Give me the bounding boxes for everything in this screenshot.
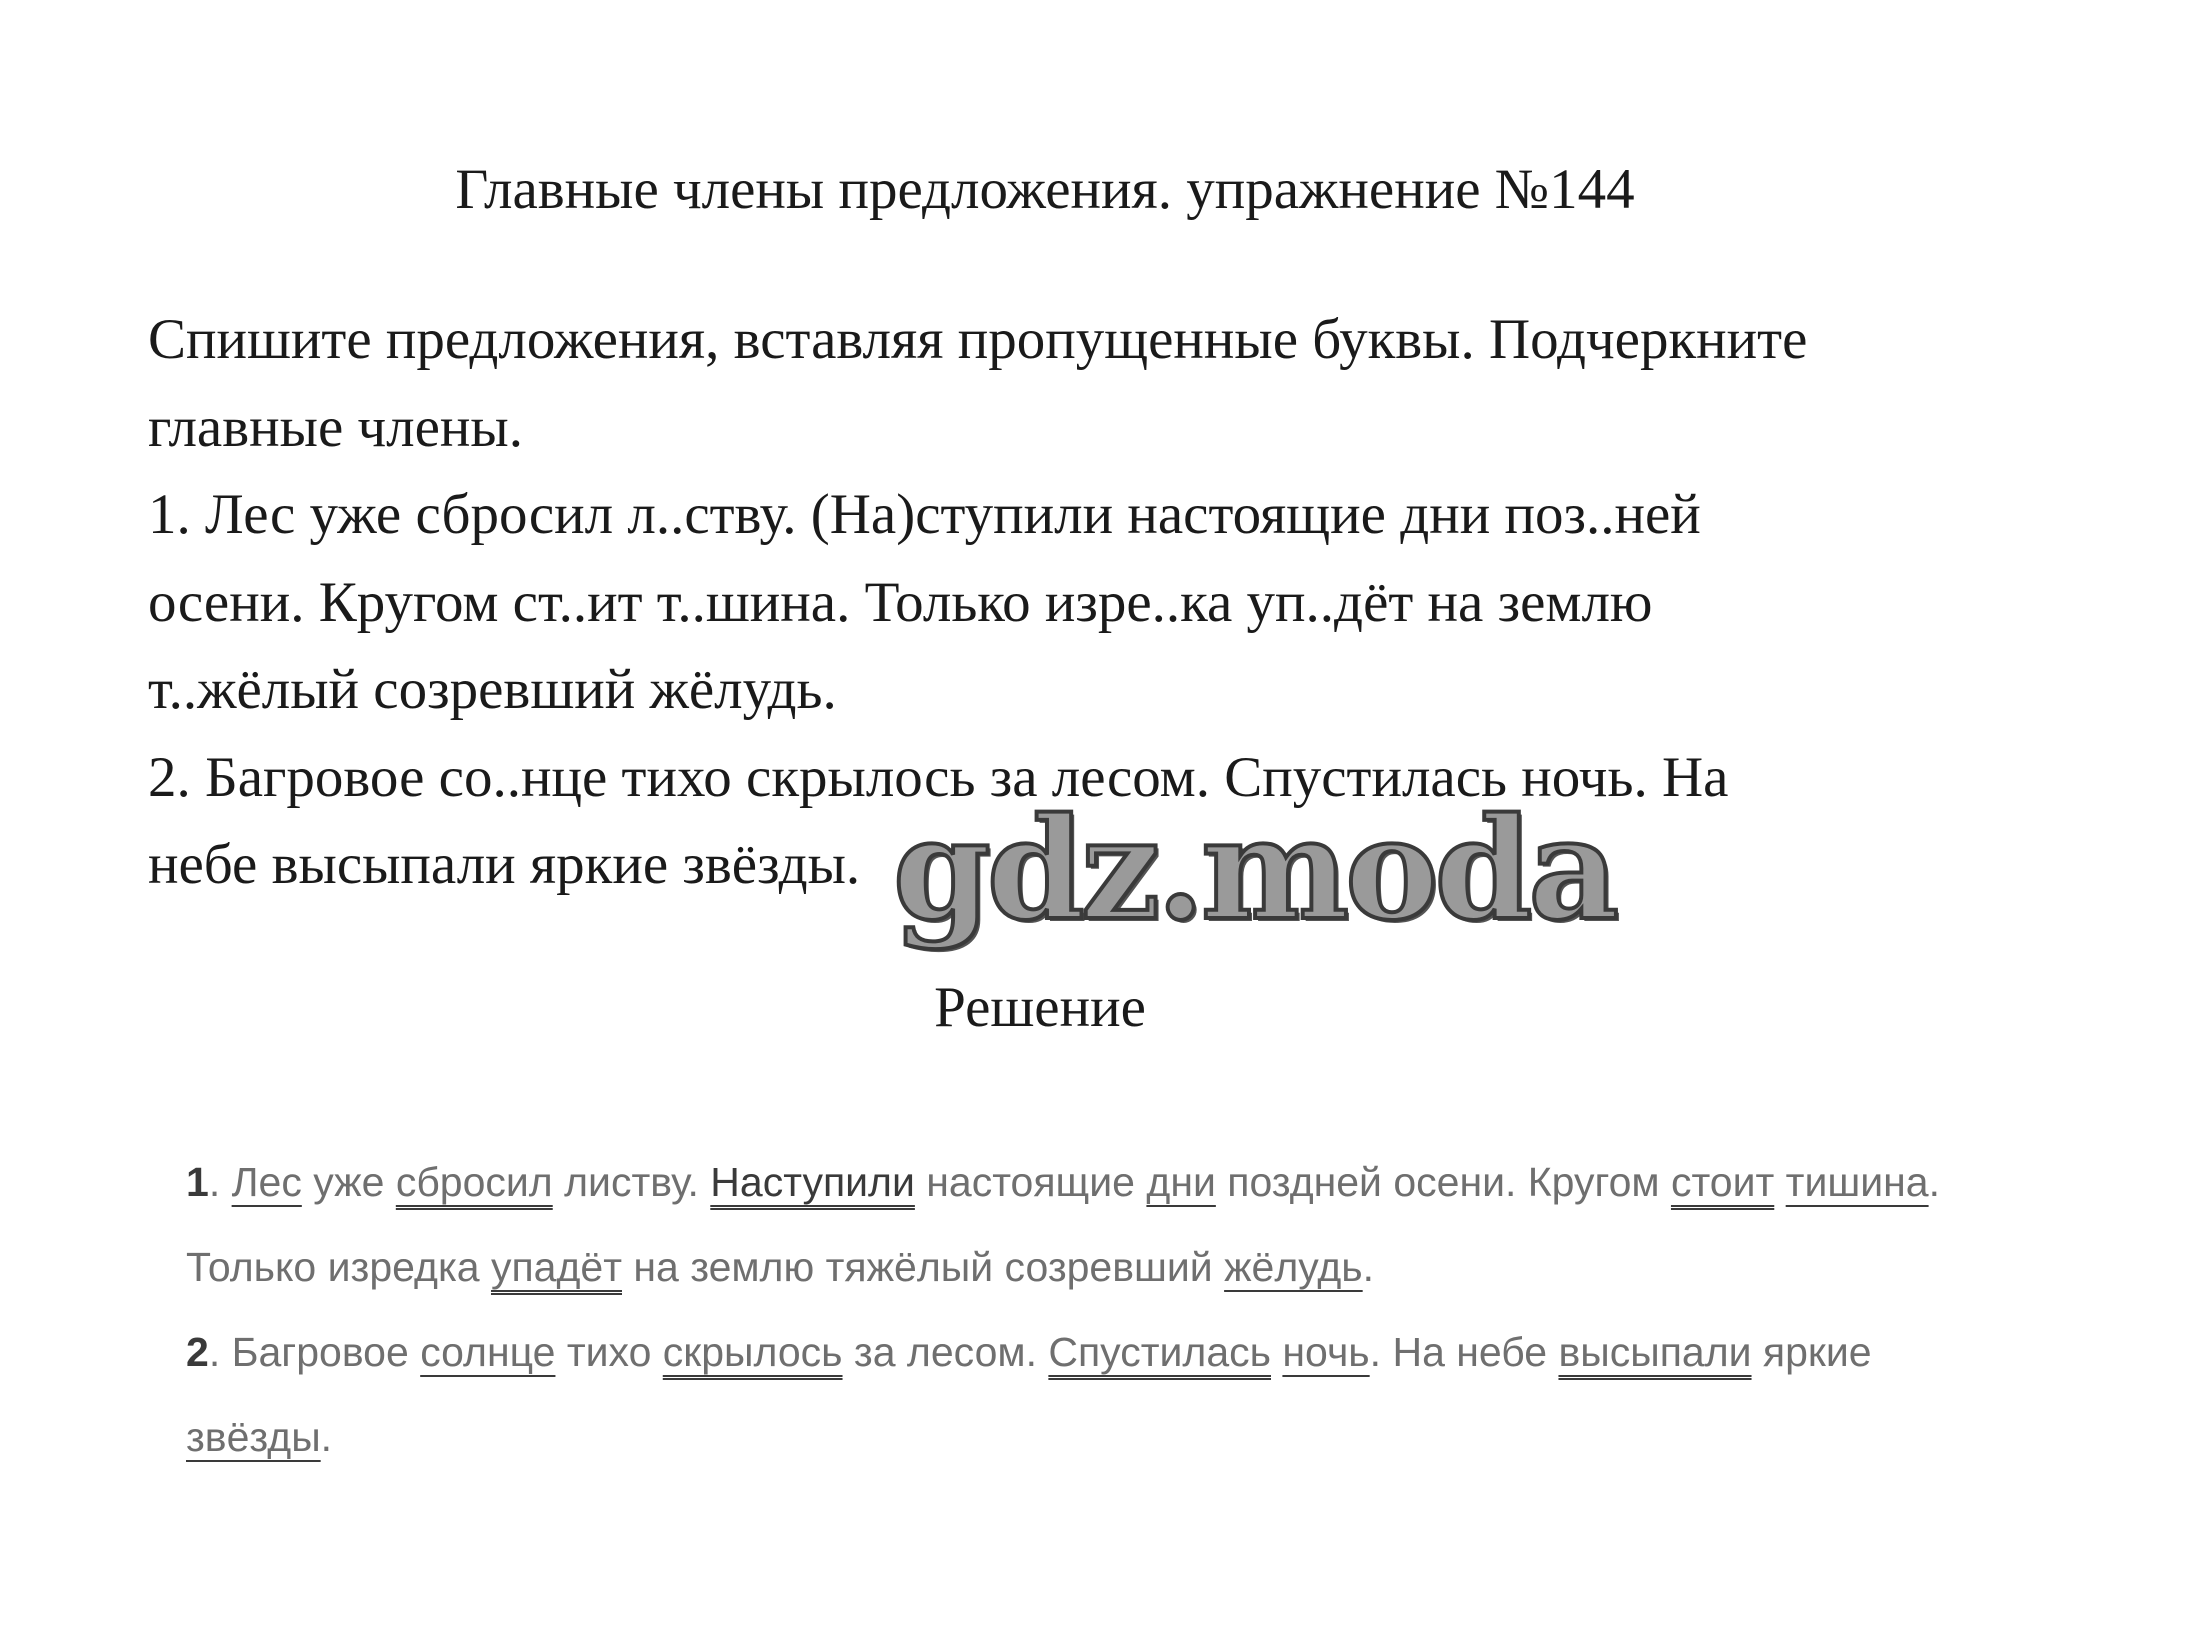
task-line: главные члены. [148, 395, 523, 459]
solution-heading: Решение [934, 976, 1146, 1039]
page-title: Главные члены предложения. упражнение №144 [455, 158, 1635, 221]
answer-text-segment: . Багровое [208, 1329, 421, 1375]
answer-text-segment: на землю тяжёлый созревший [622, 1244, 1225, 1290]
task-line: Спишите предложения, вставляя пропущенные буквы. Подчеркните [148, 308, 1808, 371]
answer-text-segment: уже [301, 1159, 396, 1205]
answer-line [186, 1395, 2136, 1480]
subject-word: солнце [420, 1329, 556, 1375]
subject-word: звёзды [186, 1414, 321, 1460]
answer-text-segment: поздней осени. Кругом [1215, 1159, 1671, 1205]
answer-text-segment: . [320, 1414, 333, 1460]
predicate-word: Наступили [710, 1159, 915, 1205]
subject-word: Лес [231, 1159, 302, 1205]
answer-text [186, 1140, 2136, 1480]
subject-word: тишина [1785, 1159, 1929, 1205]
answer-text-segment [1774, 1159, 1785, 1205]
answer-line [186, 1310, 2136, 1395]
subject-word: дни [1146, 1159, 1216, 1205]
answer-text-segment: . [1362, 1244, 1375, 1290]
predicate-word: стоит [1670, 1159, 1775, 1205]
answer-number: 2 [186, 1329, 209, 1375]
answer-text-segment: . [1928, 1159, 1940, 1205]
watermark-logo: gdz.moda [893, 788, 1616, 952]
answer-text-segment: за лесом. [842, 1329, 1049, 1375]
answer-text-segment: Только изредка [186, 1244, 491, 1290]
answer-text-segment: тихо [555, 1329, 663, 1375]
answer-text-segment: . На небе [1369, 1329, 1559, 1375]
answer-text-segment [1271, 1329, 1282, 1375]
task-line: 1. Лес уже сбросил л..ству. (На)ступили настоящие дни поз..ней [148, 483, 1701, 546]
answer-text-segment: настоящие [914, 1159, 1147, 1205]
answer-text-segment: . [208, 1159, 232, 1205]
predicate-word: сбросил [395, 1159, 553, 1205]
predicate-word: высыпали [1558, 1329, 1752, 1375]
predicate-word: упадёт [490, 1244, 622, 1290]
answer-line [186, 1140, 2136, 1225]
answer-number: 1 [186, 1159, 209, 1205]
answer-text-segment: листву. [552, 1159, 711, 1205]
task-line: 2. Багровое со..нце тихо скрылось за лесом. Спустилась ночь. На [148, 745, 1729, 809]
predicate-word: скрылось [662, 1329, 843, 1375]
task-line: небе высыпали яркие звёзды. [148, 833, 861, 896]
subject-word: ночь [1282, 1329, 1370, 1375]
subject-word: жёлудь [1224, 1244, 1363, 1290]
task-line: осени. Кругом ст..ит т..шина. Только изре..ка уп..дёт на землю [148, 570, 1653, 634]
answer-text-segment: яркие [1751, 1329, 1872, 1375]
predicate-word: Спустилась [1048, 1329, 1271, 1375]
task-line: т..жёлый созревший жёлудь. [148, 658, 837, 721]
answer-line [186, 1225, 2136, 1310]
